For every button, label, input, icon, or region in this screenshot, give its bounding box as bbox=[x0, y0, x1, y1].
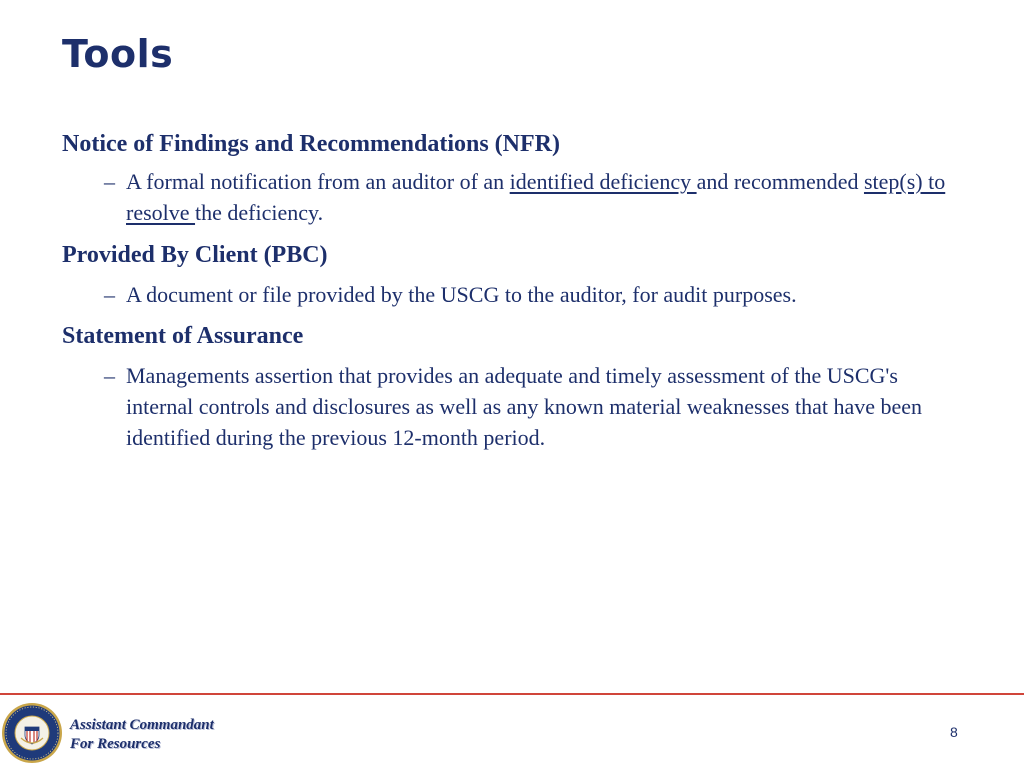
section-nfr bbox=[62, 128, 962, 228]
section-heading-statement-of-assurance: Statement of Assurance bbox=[62, 323, 304, 349]
uscg-seal-icon bbox=[1, 702, 63, 764]
section-pbc bbox=[62, 239, 962, 310]
bullet-pbc-definition bbox=[62, 279, 962, 310]
underlined-term-identified-deficiency: identified deficiency bbox=[509, 169, 697, 194]
bullet-text-part: and recommended bbox=[696, 169, 864, 194]
bullet-soa-definition bbox=[62, 360, 962, 453]
dash-marker: – bbox=[104, 282, 115, 307]
bullet-text-part: the deficiency. bbox=[195, 200, 324, 225]
bullet-nfr-definition bbox=[62, 166, 962, 228]
underlined-term-steps-to-resolve: step(s) to resolve bbox=[126, 169, 946, 225]
footer-org-line2: For Resources bbox=[70, 736, 161, 752]
footer-organization bbox=[70, 716, 214, 754]
section-heading-pbc: Provided By Client (PBC) bbox=[62, 242, 328, 268]
section-statement-of-assurance bbox=[62, 320, 962, 453]
footer-divider bbox=[0, 693, 1024, 695]
dash-marker: – bbox=[104, 363, 115, 388]
dash-marker: – bbox=[104, 169, 115, 194]
bullet-text-part: A formal notification from an auditor of an bbox=[126, 169, 510, 194]
bullet-text: Managements assertion that provides an adequate and timely assessment of the USCG's internal controls and disclosures as well as any known material weaknesses that have been identified during the previous 12-month period. bbox=[126, 363, 923, 450]
footer-org-line1: Assistant Commandant bbox=[70, 717, 214, 733]
page-number: 8 bbox=[950, 724, 958, 740]
section-heading-nfr: Notice of Findings and Recommendations (NFR) bbox=[62, 131, 560, 157]
slide-title: Tools bbox=[62, 32, 174, 76]
bullet-text: A document or file provided by the USCG to the auditor, for audit purposes. bbox=[126, 282, 797, 307]
slide-content bbox=[62, 128, 962, 453]
